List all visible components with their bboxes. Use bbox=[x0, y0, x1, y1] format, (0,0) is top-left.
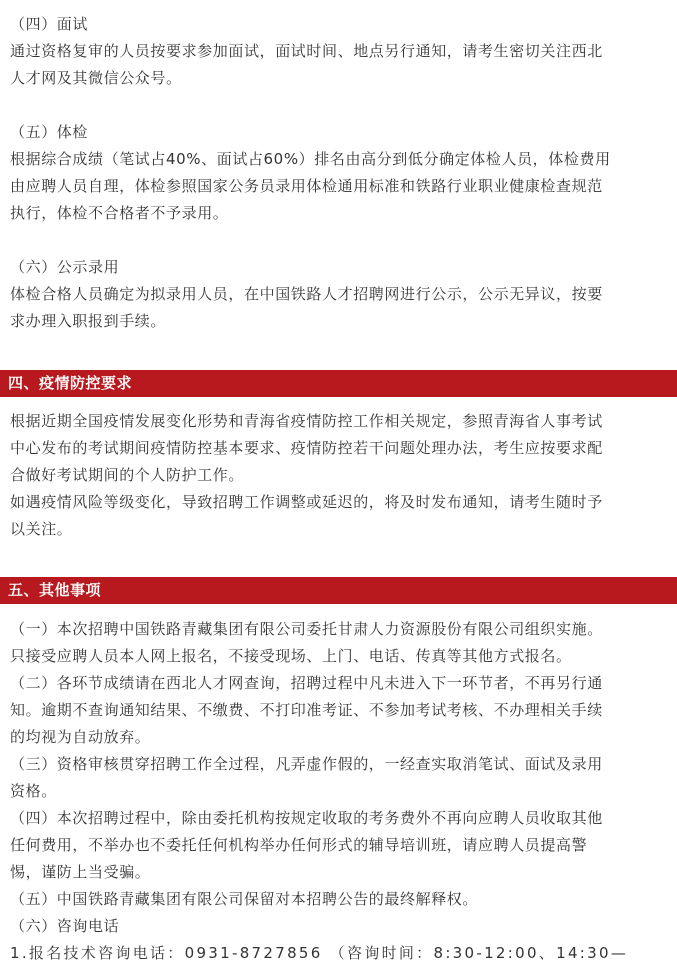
interview-section bbox=[10, 11, 670, 92]
physical-exam-title: （五）体检 bbox=[10, 123, 89, 141]
section-5-item-4-line-2: 任何费用，不举办也不委托任何机构举办任何形式的辅导培训班，请应聘人员提高警 bbox=[10, 836, 588, 854]
consult-phone-line: 1.报名技术咨询电话：0931-8727856 （咨询时间：8:30-12:00、14:30— bbox=[10, 944, 629, 962]
section-5-item-1-line-1: （一）本次招聘中国铁路青藏集团有限公司委托甘肃人力资源股份有限公司组织实施。 bbox=[10, 620, 603, 638]
section-4-header: 四、疫情防控要求 bbox=[8, 374, 133, 392]
section-5-item-4-line-3: 惕，谨防上当受骗。 bbox=[10, 863, 151, 881]
section-5-header-bar bbox=[0, 577, 677, 604]
section-5-item-6: （六）咨询电话 bbox=[10, 917, 120, 935]
section-5-item-4-line-1: （四）本次招聘过程中，除由委托机构按规定收取的考务费外不再向应聘人员收取其他 bbox=[10, 809, 603, 827]
section-5-item-2-line-3: 的均视为自动放弃。 bbox=[10, 728, 151, 746]
section-5-header: 五、其他事项 bbox=[8, 581, 102, 599]
interview-text-line-2: 人才网及其微信公众号。 bbox=[10, 69, 182, 87]
public-notice-title: （六）公示录用 bbox=[10, 258, 120, 276]
section-5-item-5: （五）中国铁路青藏集团有限公司保留对本招聘公告的最终解释权。 bbox=[10, 890, 479, 908]
section-4-text-line-5: 以关注。 bbox=[10, 520, 73, 538]
section-5-item-2-line-1: （二）各环节成绩请在西北人才网查询，招聘过程中凡未进入下一环节者，不再另行通 bbox=[10, 674, 603, 692]
section-4-text-line-4: 如遇疫情风险等级变化，导致招聘工作调整或延迟的，将及时发布通知，请考生随时予 bbox=[10, 493, 603, 511]
section-5-body bbox=[10, 616, 670, 965]
physical-exam-section bbox=[10, 119, 670, 227]
section-4-text-line-2: 中心发布的考试期间疫情防控基本要求、疫情防控若干问题处理办法，考生应按要求配 bbox=[10, 439, 603, 457]
public-notice-section bbox=[10, 254, 670, 335]
section-4-body bbox=[10, 408, 670, 543]
section-5-item-3-line-1: （三）资格审核贯穿招聘工作全过程，凡弄虚作假的，一经查实取消笔试、面试及录用 bbox=[10, 755, 603, 773]
section-4-text-line-3: 合做好考试期间的个人防护工作。 bbox=[10, 466, 245, 484]
public-notice-text-line-2: 求办理入职报到手续。 bbox=[10, 312, 167, 330]
public-notice-text-line-1: 体检合格人员确定为拟录用人员，在中国铁路人才招聘网进行公示，公示无异议，按要 bbox=[10, 285, 603, 303]
interview-text-line-1: 通过资格复审的人员按要求参加面试，面试时间、地点另行通知，请考生密切关注西北 bbox=[10, 42, 603, 60]
physical-exam-text-line-1: 根据综合成绩（笔试占40%、面试占60%）排名由高分到低分确定体检人员，体检费用 bbox=[10, 150, 611, 168]
section-5-item-3-line-2: 资格。 bbox=[10, 782, 57, 800]
section-5-item-2-line-2: 知。逾期不查询通知结果、不缴费、不打印准考证、不参加考试考核、不办理相关手续 bbox=[10, 701, 603, 719]
physical-exam-text-line-2: 由应聘人员自理，体检参照国家公务员录用体检通用标准和铁路行业职业健康检查规范 bbox=[10, 177, 603, 195]
section-5-item-1-line-2: 只接受应聘人员本人网上报名，不接受现场、上门、电话、传真等其他方式报名。 bbox=[10, 647, 572, 665]
section-4-header-bar bbox=[0, 370, 677, 397]
section-4-text-line-1: 根据近期全国疫情发展变化形势和青海省疫情防控工作相关规定，参照青海省人事考试 bbox=[10, 412, 603, 430]
interview-title: （四）面试 bbox=[10, 15, 89, 33]
physical-exam-text-line-3: 执行，体检不合格者不予录用。 bbox=[10, 204, 229, 222]
